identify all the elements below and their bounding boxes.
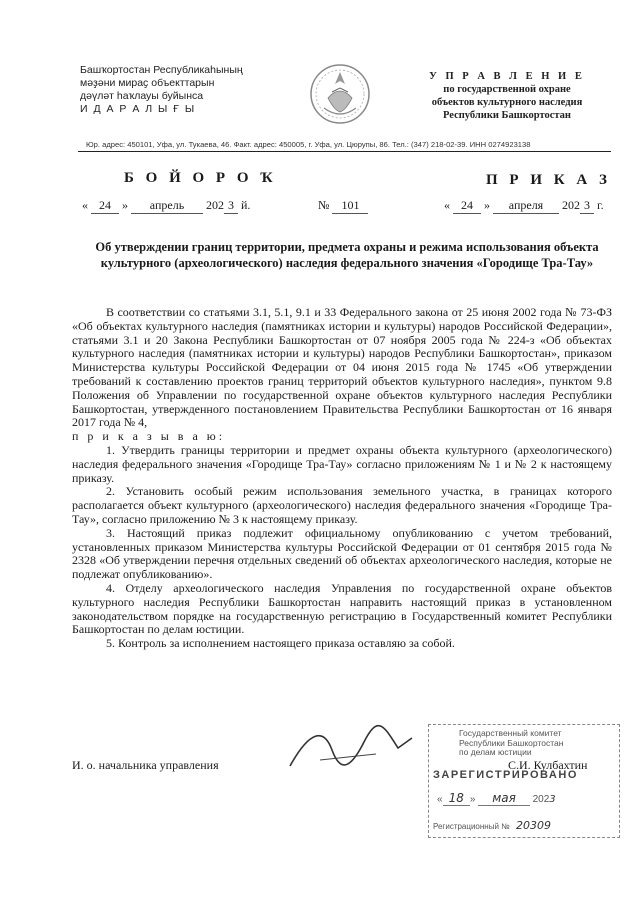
date-right-close-quote: » bbox=[484, 198, 490, 212]
address-line: Юр. адрес: 450101, Уфа, ул. Тукаева, 46. Факт. адрес: 450005, г. Уфа, ул. Цюрупы, 86. Тел.: (347) 218-02-39. ИНН 0274923138 bbox=[86, 140, 531, 149]
preamble-paragraph: В соответствии со статьями 3.1, 5.1, 9.1 и 33 Федерального закона от 25 июня 2002 года № 73-ФЗ «Об объектах культурного наследия (памятниках истории и культуры) народов Российской Федерации», статьями 3.1 и 20 Закона Республики Башкортостан от 07 ноября 2005 года № 224-з «Об объектах культурного наследия (памятниках истории и культуры) народов Республики Башкортостан», приказом Министерства культуры Российской Федерации от 04 июня 2015 года № 1745 «Об утверждении требований к составлению проектов границ территорий объектов культурного наследия», пунктом 9.8 Положения об Управлении по государственной охране объектов культурного наследия Республики Башкортостан, утвержденного постановлением Правительства Республики Башкортостан от 16 января 2017 года № 4, bbox=[72, 305, 612, 430]
prikazyvayu-label: п р и к а з ы в а ю: bbox=[72, 429, 226, 444]
stamp-date-month: мая bbox=[478, 791, 530, 806]
stamp-reg-label: Регистрационный № bbox=[433, 822, 510, 831]
header-left-line-3: дәүләт һаҡлауы буйынса bbox=[80, 90, 204, 102]
stamp-date: « 18 » мая 2023 bbox=[437, 791, 556, 805]
handwritten-signature-icon bbox=[280, 720, 420, 780]
date-left-month: апрель bbox=[131, 198, 203, 214]
stamp-org-line-1: Государственный комитет bbox=[459, 728, 562, 738]
header-divider bbox=[78, 151, 611, 152]
date-right-year-suffix: 3 bbox=[580, 198, 594, 214]
header-right-line-2: по государственной охране bbox=[443, 84, 571, 95]
header-left-line-2: мәҙәни мираҫ объекттарын bbox=[80, 77, 215, 89]
doc-type-bashkir: Б О Й О Р О Ҡ bbox=[124, 170, 277, 186]
signatory-name: С.И. Кулбахтин bbox=[508, 758, 588, 772]
document-title: Об утверждении границ территории, предмета охраны и режима использования объекта культурного (археологического) наследия федерального значения «Городище Тра-Тау» bbox=[95, 240, 599, 270]
header-right-line-3: объектов культурного наследия bbox=[431, 97, 583, 108]
header-right-line-1: У П Р А В Л Е Н И Е bbox=[429, 71, 585, 82]
order-item-3: 3. Настоящий приказ подлежит официальному опубликованию с учетом требований, установленных приказом Министерства культуры Российской Федерации от 01 сентября 2015 года № 2328 «Об утверждении перечня отдельных сведений об объектах археологического наследия, которые не подлежат опубликованию». bbox=[72, 525, 612, 582]
stamp-date-year-prefix: 202 bbox=[532, 794, 550, 805]
date-left-year-mark: й. bbox=[241, 198, 251, 212]
stamp-reg-number bbox=[433, 819, 551, 832]
date-right-month: апреля bbox=[493, 198, 559, 214]
date-left-open-quote: « bbox=[82, 198, 88, 212]
date-left-close-quote: » bbox=[122, 198, 128, 212]
date-right-year-mark: г. bbox=[597, 198, 604, 212]
order-number-sign: № bbox=[318, 198, 330, 212]
stamp-date-year-suffix: 3 bbox=[549, 794, 556, 805]
header-left-line-1: Башҡортостан Республикаһының bbox=[80, 64, 243, 76]
signatory-position: И. о. начальника управления bbox=[72, 758, 219, 772]
date-left bbox=[82, 198, 250, 214]
stamp-reg-number-value: 20309 bbox=[515, 819, 551, 832]
date-right-day: 24 bbox=[453, 198, 481, 214]
order-item-5: 5. Контроль за исполнением настоящего приказа оставляю за собой. bbox=[106, 636, 455, 651]
stamp-date-day: 18 bbox=[443, 791, 470, 806]
stamp-registered-label: ЗАРЕГИСТРИРОВАНО bbox=[433, 769, 578, 781]
header-org-russian bbox=[412, 70, 602, 122]
date-left-day: 24 bbox=[91, 198, 119, 214]
doc-type-russian: П Р И К А З bbox=[486, 172, 611, 188]
header-org-bashkir bbox=[80, 64, 300, 116]
coat-of-arms-icon bbox=[308, 58, 372, 130]
order-item-2: 2. Установить особый режим использования земельного участка, в границах которого располагается объект культурного (археологического) наследия федерального значения «Городище Тра-Тау», согласно приложению № 3 к настоящему приказу. bbox=[72, 484, 612, 526]
document-body bbox=[72, 306, 612, 651]
date-right-open-quote: « bbox=[444, 198, 450, 212]
date-left-year-prefix: 202 bbox=[206, 198, 224, 212]
date-right bbox=[444, 198, 604, 214]
order-number-value: 101 bbox=[332, 198, 368, 214]
stamp-org-line-2: Республики Башкортостан bbox=[459, 737, 564, 748]
date-right-year-prefix: 202 bbox=[562, 198, 580, 212]
stamp-org-line-3: по делам юстиции bbox=[459, 747, 532, 757]
date-left-year-suffix: 3 bbox=[224, 198, 238, 214]
header-left-line-4: И Д А Р А Л Ы Ғ Ы bbox=[80, 103, 196, 115]
order-item-4: 4. Отделу археологического наследия Управления по государственной охране объектов культурного наследия Республики Башкортостан направить настоящий приказ в установленном законодательством порядке на государственную регистрацию в Государственный комитет Республики Башкортостан по делам юстиции. bbox=[72, 580, 612, 637]
order-number bbox=[318, 198, 368, 214]
stamp-org bbox=[459, 729, 563, 758]
header-right-line-4: Республики Башкортостан bbox=[443, 110, 571, 121]
registration-stamp bbox=[428, 724, 620, 838]
order-item-1: 1. Утвердить границы территории и предмет охраны объекта культурного (археологического) наследия федерального значения «Городище Тра-Тау» согласно приложениям № 1 и № 2 к настоящему приказу. bbox=[72, 442, 612, 485]
